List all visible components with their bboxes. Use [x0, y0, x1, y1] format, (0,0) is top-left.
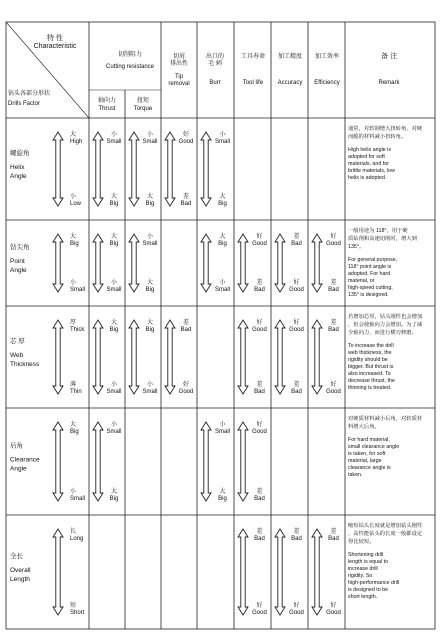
effect-bottom-tip [181, 192, 192, 207]
effect-arrow-thrust [93, 320, 103, 394]
factor-top-en: Thick [70, 327, 85, 333]
effect-bottom-tip-cn: 好 [182, 382, 190, 388]
factor-top [70, 232, 79, 247]
cutting-resistance-en: Cutting resistance [105, 64, 155, 70]
factor-bottom-cn: 薄 [70, 382, 77, 388]
factor-cn: 全长 [10, 553, 23, 560]
effect-bottom-thrust [110, 192, 119, 207]
factor-cn: 螺旋角 [10, 150, 30, 157]
factor-bottom-en: Short [70, 610, 85, 616]
effect-top-efficiency [326, 232, 341, 247]
effect-top-thrust-cn: 小 [110, 422, 118, 428]
factor-bottom-cn: 小 [70, 280, 77, 286]
remark-en: Shortening drill length is equal to increase drill rigidity. So high-performance drill is designed to be short length. [348, 552, 400, 600]
effect-bottom-thrust [106, 380, 121, 395]
effect-bottom-thrust-cn: 大 [110, 194, 118, 200]
effect-top-thrust-cn: 大 [110, 234, 118, 240]
factor-en: Angle [10, 267, 27, 274]
factor-bottom [70, 192, 82, 207]
effect-bottom-life [252, 601, 267, 616]
effect-top-tip [179, 130, 194, 145]
effect-top-tip-cn: 好 [182, 132, 190, 138]
effect-bottom-burr-cn: 小 [219, 280, 226, 286]
effect-top-efficiency-en: Bad [328, 327, 339, 333]
accuracy-cn: 加工精度 [277, 54, 303, 60]
factor-top [70, 528, 83, 542]
effect-arrow-thrust [93, 422, 103, 501]
effect-bottom-thrust-cn: 小 [110, 382, 118, 388]
effect-bottom-accuracy-en: Good [289, 287, 304, 293]
effect-top-thrust [106, 420, 121, 435]
effect-bottom-torque-cn: 大 [146, 280, 154, 286]
remark-text [348, 312, 423, 391]
effect-top-thrust-en: Big [109, 241, 119, 247]
effect-top-thrust-cn: 大 [110, 320, 118, 326]
effect-bottom-thrust [106, 278, 121, 293]
effect-top-torque [142, 130, 157, 145]
remark-en: For hard material, small clearance angle is taken, for soft material, large clearance angle is taken. [348, 437, 400, 478]
efficiency-en: Efficiency [314, 80, 340, 86]
effect-top-efficiency [328, 318, 339, 333]
effect-top-accuracy-en: Good [289, 327, 304, 333]
effect-bottom-torque-en: Big [145, 201, 155, 207]
effect-top-efficiency-en: Good [326, 241, 341, 247]
effect-top-thrust-en: Small [106, 139, 122, 145]
effect-top-efficiency [328, 527, 339, 542]
tool-life-cn: 工具寿命 [240, 54, 266, 60]
effect-bottom-efficiency-cn: 好 [330, 603, 337, 609]
factor-arrow [53, 234, 63, 292]
effect-top-torque [142, 232, 157, 247]
table-body [10, 124, 423, 616]
effect-top-life [252, 318, 267, 333]
effect-bottom-thrust-cn: 小 [110, 280, 118, 286]
factor-top-cn: 大 [70, 422, 77, 428]
effect-arrow-efficiency [312, 234, 322, 292]
effect-bottom-burr-en: Big [218, 496, 227, 502]
effect-arrow-accuracy [275, 529, 285, 615]
effect-bottom-efficiency-cn: 好 [330, 382, 337, 388]
effect-bottom-accuracy-cn: 好 [293, 603, 300, 609]
factor-arrow [53, 529, 63, 615]
effect-bottom-torque-en: Big [145, 287, 155, 293]
remark-en: Remark [378, 80, 400, 86]
remark-en: High helix angle is adopted for soft materials, and for brittle materials, low helix is adopted. [348, 147, 395, 181]
effect-bottom-life-cn: 好 [256, 603, 263, 609]
effect-bottom-torque-en: Small [142, 389, 158, 395]
tool-life-en: Tool life [242, 80, 264, 86]
factor-bottom-en: Low [70, 201, 82, 207]
effect-bottom-life [254, 380, 265, 395]
effect-bottom-life-cn: 差 [256, 382, 263, 388]
effect-bottom-accuracy-cn: 差 [293, 382, 300, 388]
factor-top-en: High [70, 139, 83, 145]
effect-top-life-en: Good [252, 327, 267, 333]
tip-removal-en-2: removal [168, 81, 190, 87]
factor-bottom [70, 278, 85, 293]
effect-bottom-tip-cn: 差 [182, 194, 190, 200]
effect-bottom-torque [146, 278, 155, 293]
effect-top-efficiency-cn: 差 [330, 529, 337, 535]
factor-top [70, 318, 85, 333]
effect-bottom-thrust-en: Big [109, 496, 119, 502]
effect-bottom-accuracy-en: Good [289, 610, 304, 616]
effect-bottom-burr [215, 278, 230, 293]
effect-bottom-torque [142, 380, 157, 395]
effect-arrow-accuracy [275, 320, 285, 394]
effect-bottom-efficiency-en: Bad [328, 287, 339, 293]
effect-top-burr [218, 232, 227, 247]
effect-arrow-torque [129, 320, 139, 394]
factor-arrow [53, 320, 63, 394]
characteristic-cn: 特 性 [47, 35, 63, 42]
effect-arrow-efficiency [312, 529, 322, 615]
effect-top-burr-en: Small [214, 139, 231, 145]
effect-top-thrust-cn: 小 [110, 132, 118, 138]
effect-bottom-thrust-cn: 大 [110, 489, 118, 495]
effect-bottom-thrust-en: Big [109, 201, 119, 207]
effect-bottom-life-en: Bad [254, 389, 265, 395]
effect-bottom-thrust [110, 487, 119, 502]
factor-label [10, 551, 31, 583]
table-header [8, 33, 400, 112]
effect-bottom-torque-cn: 小 [146, 382, 154, 388]
factor-bottom-en: Small [70, 496, 86, 502]
factor-bottom-cn: 短 [70, 603, 77, 609]
effect-top-accuracy [291, 232, 302, 247]
effect-top-life-en: Good [252, 241, 267, 247]
tip-removal-en-1: Tip [174, 74, 184, 80]
effect-bottom-efficiency [326, 380, 341, 395]
effect-top-efficiency-cn: 差 [330, 320, 337, 326]
drills-factor-en: Drills Factor [8, 101, 41, 107]
effect-arrow-burr [201, 234, 211, 292]
effect-top-accuracy-en: Bad [291, 536, 302, 542]
remark-cn: 一般用途为 118°，用于硬质钻削和高速切削时，增大到 135°。 [348, 228, 419, 250]
remark-cn: 对硬质材料减小后角，对软质材料增大后角。 [348, 416, 423, 430]
characteristic-en: Characteristic [33, 43, 77, 50]
effect-top-tip-en: Bad [180, 327, 192, 333]
factor-cn: 钻尖角 [10, 244, 30, 251]
effect-top-burr [215, 130, 230, 145]
effect-top-accuracy-cn: 差 [293, 234, 300, 240]
effect-bottom-efficiency-cn: 差 [330, 280, 337, 286]
remark-cn: 备 注 [381, 53, 397, 60]
remark-cn: 若增加芯厚，钻头刚性也会增加，但会使轴向力会增加。为了减少轴向力，而进行横刃修磨。 [348, 314, 423, 336]
effect-top-burr-cn: 小 [219, 132, 226, 138]
effect-top-life [252, 420, 267, 435]
effect-arrow-burr [201, 132, 211, 206]
effect-bottom-tip-en: Good [178, 389, 194, 395]
remark-text [348, 226, 418, 298]
effect-bottom-thrust-en: Small [106, 389, 122, 395]
factor-top-en: Long [70, 536, 84, 542]
effect-arrow-torque [129, 132, 139, 206]
effect-top-thrust [106, 130, 121, 145]
effect-arrow-thrust [93, 234, 103, 292]
effect-arrow-life [238, 234, 248, 292]
effect-bottom-life-cn: 差 [256, 489, 263, 495]
remark-text [348, 521, 423, 600]
effect-arrow-efficiency [312, 320, 322, 394]
effect-top-burr-cn: 小 [219, 422, 226, 428]
effect-arrow-accuracy [275, 234, 285, 292]
effect-top-accuracy-cn: 差 [293, 529, 300, 535]
effect-top-life-cn: 好 [256, 234, 263, 240]
effect-bottom-torque-cn: 大 [146, 194, 154, 200]
effect-top-accuracy [291, 527, 302, 542]
effect-top-efficiency-en: Bad [328, 536, 339, 542]
factor-bottom-cn: 小 [70, 194, 77, 200]
effect-bottom-tip-en: Bad [180, 201, 192, 207]
factor-top-cn: 厚 [70, 320, 77, 326]
effect-top-thrust-en: Small [106, 429, 122, 435]
effect-arrow-life [238, 422, 248, 501]
effect-bottom-burr-cn: 大 [219, 489, 226, 495]
effect-top-accuracy-cn: 好 [293, 320, 300, 326]
factor-bottom [70, 487, 85, 502]
factor-label [10, 242, 30, 274]
effect-bottom-efficiency-en: Good [326, 610, 341, 616]
effect-arrow-tip [165, 320, 175, 394]
factor-en: Clearance [10, 456, 40, 464]
effect-top-tip-cn: 差 [182, 320, 190, 326]
factor-arrow [53, 132, 63, 206]
factor-en: Length [10, 576, 30, 583]
effect-top-torque-en: Small [142, 241, 158, 247]
effect-top-life-cn: 好 [256, 422, 263, 428]
effect-arrow-tip [165, 132, 175, 206]
factor-bottom [70, 380, 82, 395]
effect-top-accuracy [289, 318, 304, 333]
factor-en: Thickness [10, 361, 40, 368]
torque-cn: 扭矩 [136, 98, 150, 104]
effect-bottom-accuracy [291, 380, 302, 395]
factor-en: Overall [10, 567, 31, 574]
effect-bottom-efficiency [326, 601, 341, 616]
effect-bottom-burr-en: Small [214, 287, 231, 293]
effect-top-accuracy-en: Bad [291, 241, 302, 247]
factor-top-cn: 大 [70, 132, 77, 138]
efficiency-cn: 加工效率 [314, 54, 340, 60]
effect-bottom-burr-cn: 大 [219, 194, 226, 200]
factor-top-cn: 长 [70, 529, 77, 535]
effect-bottom-accuracy [289, 278, 304, 293]
effect-bottom-burr [218, 487, 227, 502]
effect-bottom-life-en: Good [252, 610, 267, 616]
tip-removal-cn-2: 排出性 [169, 61, 189, 67]
remark-en: To increase the drill web thickness, the rigidity should be bigger. But thrust is also increased. To decrease thrust, the thinning is treated. [348, 343, 395, 391]
factor-top [70, 130, 82, 145]
factor-bottom-en: Small [70, 287, 86, 293]
effect-top-torque-en: Big [145, 327, 155, 333]
effect-bottom-accuracy-en: Bad [291, 389, 302, 395]
remark-text [348, 124, 423, 181]
effect-bottom-efficiency [328, 278, 339, 293]
effect-top-thrust [110, 318, 119, 333]
effect-bottom-thrust-en: Small [106, 287, 122, 293]
factor-bottom-en: Thin [70, 389, 82, 395]
effect-bottom-life-en: Bad [254, 496, 265, 502]
factor-label [10, 336, 40, 368]
effect-top-thrust [110, 232, 119, 247]
factor-en: Web [10, 352, 24, 359]
remark-cn: 通常，对软钢增大扭转角，对硬而脆的材料减小扭转角。 [348, 126, 423, 140]
factor-en: Helix [10, 164, 25, 171]
effect-top-tip [181, 318, 192, 333]
effect-arrow-torque [129, 234, 139, 292]
effect-bottom-life [254, 487, 265, 502]
effect-bottom-accuracy [289, 601, 304, 616]
tip-removal-cn-1: 切屑 [172, 54, 186, 60]
accuracy-en: Accuracy [277, 80, 303, 86]
effect-bottom-torque [146, 192, 155, 207]
effect-bottom-life-cn: 差 [256, 280, 263, 286]
factor-top-en: Big [70, 241, 79, 247]
factor-cn: 芯 厚 [10, 338, 25, 345]
effect-top-life-cn: 差 [256, 529, 263, 535]
effect-top-burr-en: Small [214, 429, 231, 435]
effect-top-torque [146, 318, 155, 333]
effect-bottom-burr [218, 192, 227, 207]
factor-bottom [70, 601, 85, 616]
effect-top-life [254, 527, 265, 542]
effect-top-thrust-en: Big [109, 327, 119, 333]
factor-top [70, 420, 79, 435]
factor-label [10, 148, 30, 180]
effect-bottom-efficiency-en: Good [326, 389, 341, 395]
effect-top-life [252, 232, 267, 247]
effect-bottom-accuracy-cn: 好 [293, 280, 300, 286]
burr-cn-2: 毛 刺 [208, 61, 222, 67]
effect-arrow-burr [201, 422, 211, 501]
effect-top-tip-en: Good [178, 139, 194, 145]
factor-arrow [53, 422, 63, 501]
factor-label [10, 441, 40, 473]
thrust-en: Thrust [98, 106, 116, 112]
effect-arrow-life [238, 320, 248, 394]
effect-top-torque-cn: 小 [146, 132, 154, 138]
effect-top-efficiency-cn: 好 [330, 234, 337, 240]
burr-en: Burr [209, 80, 221, 86]
factor-bottom-cn: 小 [70, 489, 77, 495]
effect-arrow-thrust [93, 132, 103, 206]
effect-bottom-burr-en: Big [218, 201, 227, 207]
factor-top-cn: 大 [70, 234, 77, 240]
remark-cn: 缩短钻头长度就是增加钻头刚性，高性能钻头的长度一般都设定得比较短。 [348, 523, 423, 545]
effect-bottom-life-en: Bad [254, 287, 265, 293]
burr-cn-1: 出口的 [205, 54, 225, 60]
effect-top-life-en: Bad [254, 536, 265, 542]
cutting-resistance-cn: 切削阻力 [117, 52, 143, 58]
torque-en: Torque [133, 106, 153, 112]
effect-top-life-en: Good [252, 429, 267, 435]
factor-en: Point [10, 258, 25, 265]
effect-top-torque-cn: 小 [146, 234, 154, 240]
effect-top-life-cn: 好 [256, 320, 263, 326]
effect-top-burr-en: Big [218, 241, 227, 247]
remark-text [348, 414, 423, 478]
effect-bottom-life [254, 278, 265, 293]
factor-en: Angle [10, 465, 27, 473]
effect-top-torque-en: Small [142, 139, 158, 145]
drills-factor-cn: 钻头各部分形状 [8, 91, 51, 97]
effect-bottom-tip [179, 380, 194, 395]
effect-arrow-life [238, 529, 248, 615]
effect-top-burr [215, 420, 230, 435]
factor-cn: 后角 [10, 442, 23, 450]
remark-en: For general purpose, 118° point angle is adopted. For hard material, or high-speed cutting, 135° is designed. [348, 257, 398, 298]
factor-en: Angle [10, 173, 27, 180]
effect-top-torque-cn: 大 [146, 320, 154, 326]
effect-top-burr-cn: 大 [219, 234, 226, 240]
thrust-cn: 轴向力 [97, 98, 117, 104]
factor-top-en: Big [70, 429, 79, 435]
